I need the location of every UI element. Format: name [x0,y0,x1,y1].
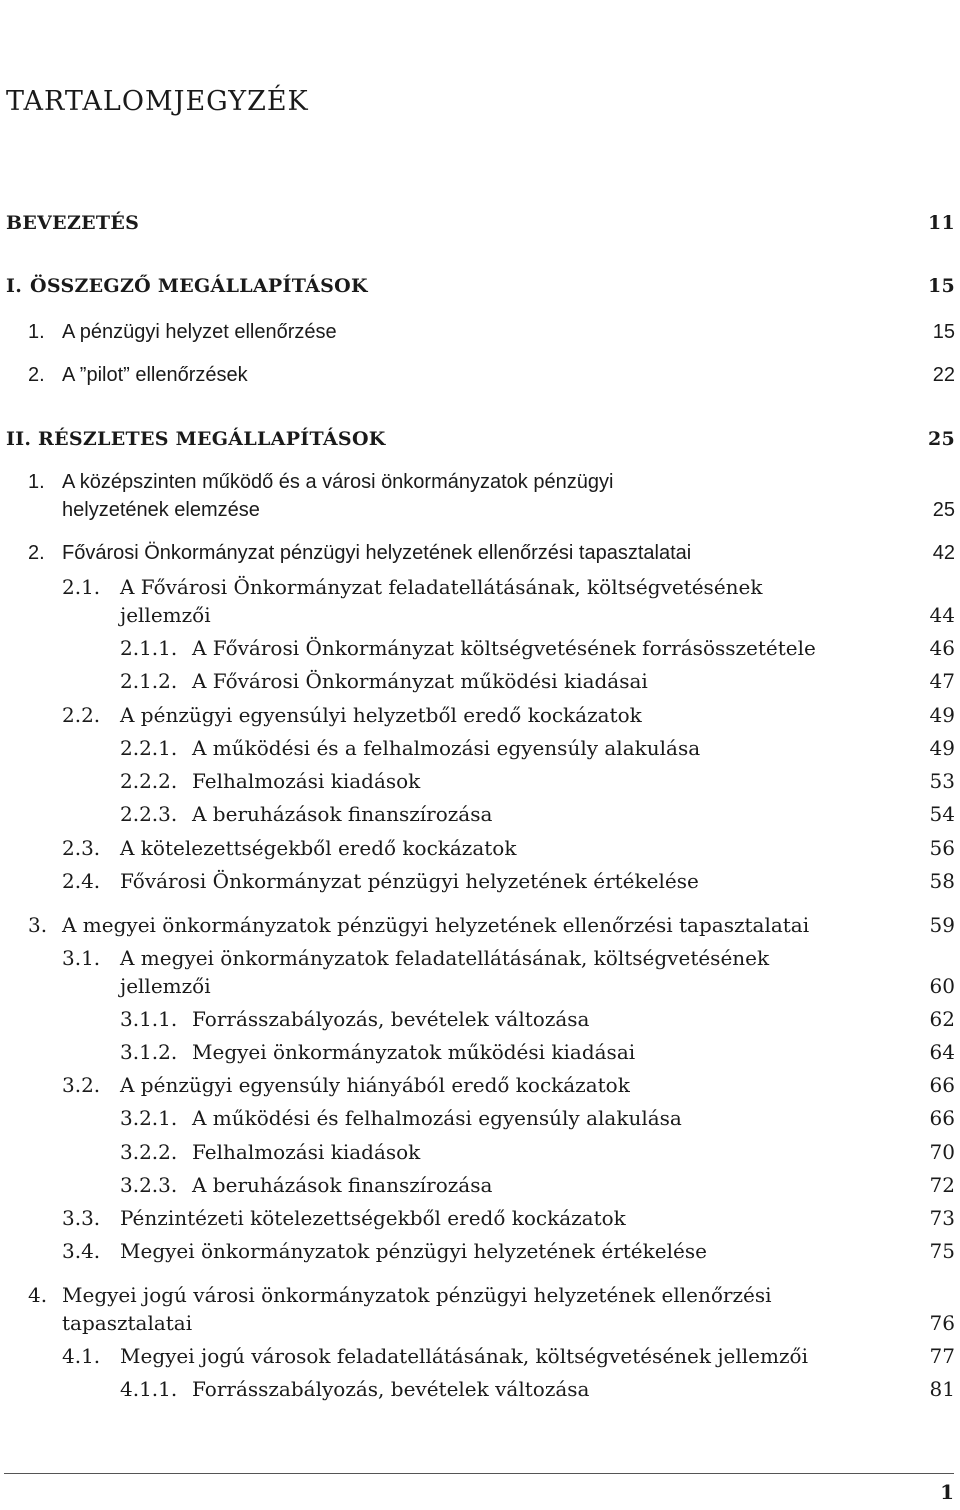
toc-entry-page: 47 [929,669,955,693]
toc-entry [0,1170,955,1200]
toc-entry-title: Megyei önkormányzatok pénzügyi helyzetének értékelése [120,1239,707,1263]
toc-entry-number: 3.2.2. [120,1140,178,1164]
toc-entry [0,1374,955,1404]
toc-entry-page: 15 [932,321,955,343]
toc-entry [0,572,955,630]
toc-entry-title: A ”pilot” ellenőrzések [62,364,248,386]
toc-entry-page: 66 [929,1073,955,1097]
toc-entry-title: A kötelezettségekből eredő kockázatok [120,836,517,860]
footer-rule [4,1473,954,1474]
toc-entry-title: A pénzügyi egyensúlyi helyzetből eredő kockázatok [120,703,642,727]
toc-entry-title: ÖSSZEGZŐ MEGÁLLAPÍTÁSOK [30,275,368,297]
toc-entry [0,1341,955,1371]
toc-entry-page: 46 [929,636,955,660]
toc-entry-title: Forrásszabályozás, bevételek változása [192,1377,590,1401]
toc-entry-page: 53 [929,769,955,793]
toc-entry-title-continued: tapasztalatai [62,1311,193,1335]
toc-entry-number: 1. [28,471,45,493]
toc-entry-number: 3.2. [62,1073,101,1097]
toc-entry-number: 1. [28,321,45,343]
toc-entry-page: 54 [929,802,955,826]
toc-entry [0,666,955,696]
toc-entry [0,1004,955,1034]
toc-entry-title: Megyei jogú városok feladatellátásának, költségvetésének jellemzői [120,1344,808,1368]
toc-entry-number: 4. [28,1283,48,1307]
toc-entry [0,1280,955,1338]
toc-entry-number: 2.4. [62,869,101,893]
toc-entry-title-continued: helyzetének elemzése [62,499,260,521]
toc-entry-number: 3.1.1. [120,1007,178,1031]
toc-entry-page: 59 [929,913,955,937]
toc-entry [0,1203,955,1233]
toc-entry-number: 2. [28,364,45,386]
toc-entry-title: Forrásszabályozás, bevételek változása [192,1007,590,1031]
toc-entry-title: A pénzügyi helyzet ellenőrzése [62,321,337,343]
toc-entry-title: Pénzintézeti kötelezettségekből eredő kockázatok [120,1206,626,1230]
toc-entry [0,799,955,829]
toc-entry [0,538,955,568]
toc-entry-number: II. [6,428,32,450]
toc-entry-number: 4.1.1. [120,1377,178,1401]
toc-entry [0,1236,955,1266]
toc-entry-page: 64 [929,1040,955,1064]
toc-entry-title: A beruházások finanszírozása [192,1173,493,1197]
toc-entry-title: A Fővárosi Önkormányzat feladatellátásának, költségvetésének [120,575,763,599]
toc-entry-number: 4.1. [62,1344,101,1368]
toc-entry-title: Felhalmozási kiadások [192,769,421,793]
toc-entry-title: Felhalmozási kiadások [192,1140,421,1164]
toc-entry-page: 25 [932,499,955,521]
toc-entry-page: 77 [929,1344,955,1368]
toc-entry-number: 3.1.2. [120,1040,178,1064]
toc-entry-number: 2.1.1. [120,636,178,660]
toc-entry-number: 3.1. [62,946,101,970]
toc-entry [0,833,955,863]
toc-entry-page: 72 [929,1173,955,1197]
toc-entry-number: 2.2. [62,703,101,727]
toc-entry-page: 42 [932,542,955,564]
toc-entry-title: A középszinten működő és a városi önkormányzatok pénzügyi [62,471,614,493]
toc-entry-title: A működési és a felhalmozási egyensúly alakulása [192,736,701,760]
toc-entry [0,317,955,347]
toc-entry [0,943,955,1001]
toc-entry [0,633,955,663]
toc-entry-page: 11 [927,212,955,234]
toc-entry-page: 25 [927,428,955,450]
toc-entry-page: 73 [929,1206,955,1230]
page-number: 1 [940,1480,954,1504]
toc-entry [0,700,955,730]
toc-entry-page: 22 [932,364,955,386]
toc-entry-page: 56 [929,836,955,860]
toc-entry [0,733,955,763]
toc-entry-title: A működési és felhalmozási egyensúly alakulása [192,1106,682,1130]
document-title: TARTALOMJEGYZÉK [6,86,309,117]
toc-entry [0,910,955,940]
toc-entry [0,1037,955,1067]
toc-entry-page: 44 [929,603,955,627]
toc-entry-number: 2.2.3. [120,802,178,826]
toc-entry [0,467,955,525]
toc-entry-page: 49 [929,703,955,727]
toc-entry [0,424,955,454]
toc-entry-number: 3. [28,913,48,937]
toc-entry-page: 66 [929,1106,955,1130]
toc-entry-page: 15 [927,275,955,297]
toc-entry-title-continued: jellemzői [120,603,211,627]
toc-entry-title: A megyei önkormányzatok pénzügyi helyzetének ellenőrzési tapasztalatai [62,913,810,937]
toc-entry [0,360,955,390]
toc-entry-title: Fővárosi Önkormányzat pénzügyi helyzetének értékelése [120,869,699,893]
toc-entry-number: I. [6,275,23,297]
toc-entry-title: A Fővárosi Önkormányzat működési kiadásai [192,669,648,693]
toc-entry [0,1070,955,1100]
toc-entry-page: 75 [929,1239,955,1263]
toc-entry-page: 62 [929,1007,955,1031]
toc-entry-title: A megyei önkormányzatok feladatellátásának, költségvetésének [120,946,770,970]
toc-entry-number: 3.2.1. [120,1106,178,1130]
toc-entry-title: A beruházások finanszírozása [192,802,493,826]
toc-entry-page: 60 [929,974,955,998]
toc-entry [0,766,955,796]
toc-entry-number: 3.4. [62,1239,101,1263]
toc-entry-title: Megyei jogú városi önkormányzatok pénzügyi helyzetének ellenőrzési [62,1283,772,1307]
toc-entry-page: 58 [929,869,955,893]
toc-entry-page: 49 [929,736,955,760]
toc-entry [0,208,955,238]
toc-entry [0,866,955,896]
toc-entry-number: 2.2.1. [120,736,178,760]
toc-entry-number: 2.1. [62,575,101,599]
toc-entry-title: BEVEZETÉS [6,212,140,234]
toc-entry-page: 76 [929,1311,955,1335]
toc-entry-number: 2.2.2. [120,769,178,793]
toc-entry-number: 3.2.3. [120,1173,178,1197]
toc-entry-title: RÉSZLETES MEGÁLLAPÍTÁSOK [38,428,386,450]
toc-entry [0,271,955,301]
toc-entry-number: 2. [28,542,45,564]
toc-entry-title: Fővárosi Önkormányzat pénzügyi helyzetének ellenőrzési tapasztalatai [62,542,692,564]
toc-entry-number: 2.1.2. [120,669,178,693]
toc-entry-title: A Fővárosi Önkormányzat költségvetésének forrásösszetétele [192,636,816,660]
toc-entry-number: 2.3. [62,836,101,860]
toc-entry [0,1137,955,1167]
toc-entry-page: 70 [929,1140,955,1164]
toc-entry-title: Megyei önkormányzatok működési kiadásai [192,1040,636,1064]
toc-entry-number: 3.3. [62,1206,101,1230]
toc-entry-title-continued: jellemzői [120,974,211,998]
toc-entry-page: 81 [929,1377,955,1401]
toc-entry-title: A pénzügyi egyensúly hiányából eredő kockázatok [120,1073,630,1097]
toc-entry [0,1103,955,1133]
